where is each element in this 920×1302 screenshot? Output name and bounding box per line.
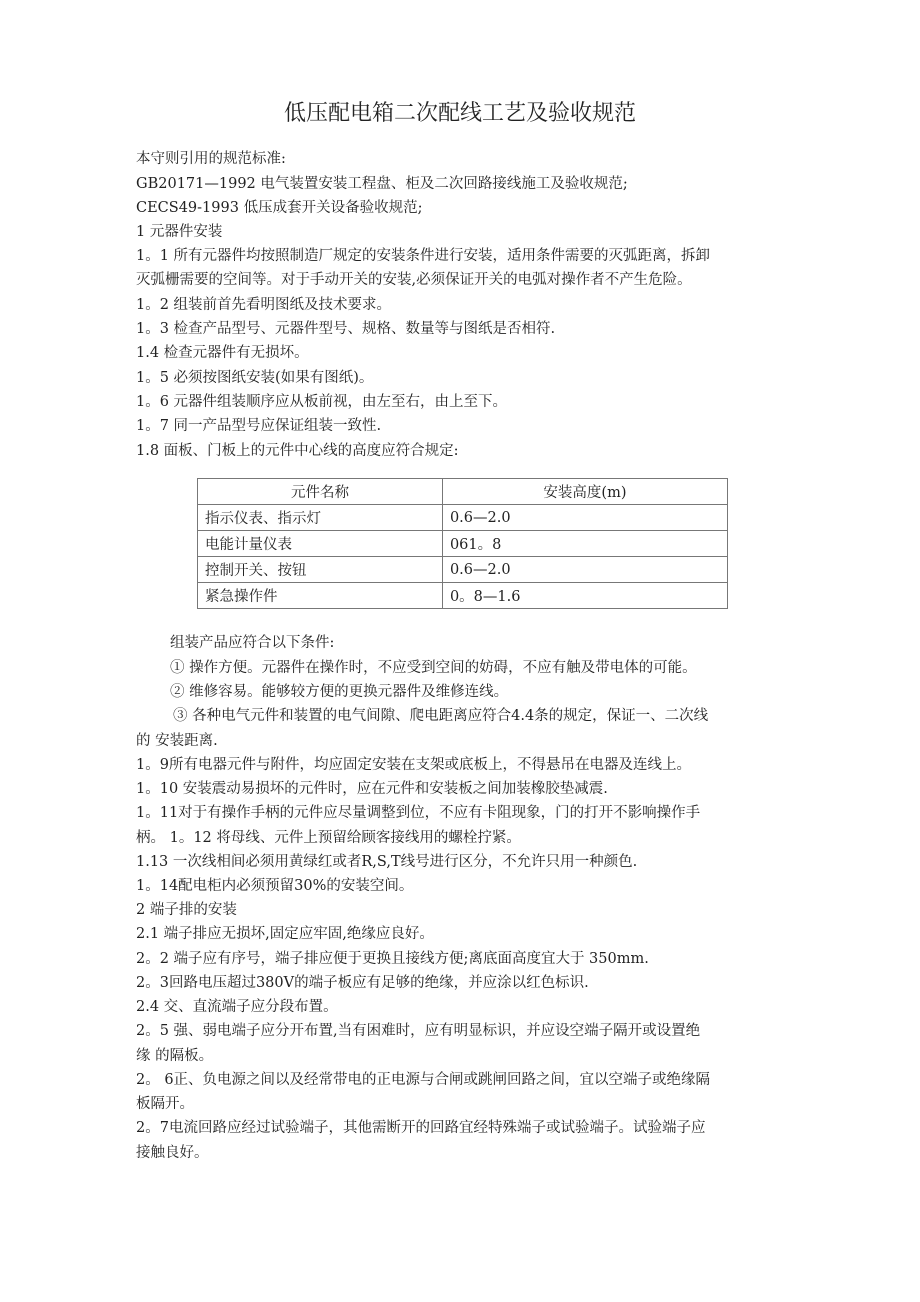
text-line-1-8: 1.8 面板、门板上的元件中心线的高度应符合规定: [136, 443, 459, 459]
table-cell-height: 0。8—1.6 [442, 583, 727, 609]
text-line-2-2: 2。2 端子应有序号，端子排应便于更换且接线方便;离底面高度宜大于 350mm. [136, 951, 649, 967]
document-title: 低压配电箱二次配线工艺及验收规范 [283, 101, 636, 126]
table-cell-height: 061。8 [442, 531, 727, 557]
text-line-1-6: 1。6 元器件组装顺序应从板前视，由左至右，由上至下。 [136, 394, 508, 410]
text-line-2-1: 2.1 端子排应无损坏,固定应牢固,绝缘应良好。 [136, 926, 434, 942]
mounting-height-table-wrap [197, 478, 728, 609]
condition-item-3-continuation: 的 安装距离. [136, 733, 218, 749]
text-line-2-7-b: 接触良好。 [136, 1145, 209, 1161]
table-header-component-name: 元件名称 [198, 479, 443, 505]
table-cell-height: 0.6—2.0 [442, 505, 727, 531]
text-line-1-10: 1。10 安装震动易损坏的元件时，应在元件和安装板之间加装橡胶垫减震. [136, 781, 608, 797]
table-row [198, 531, 728, 557]
text-line-standards-intro: 本守则引用的规范标准: [136, 151, 286, 167]
table-row [198, 557, 728, 583]
text-line-standard-gb: GB20171—1992 电气装置安装工程盘、柜及二次回路接线施工及验收规范; [136, 176, 628, 192]
condition-item-2: ② 维修容易。能够较方便的更换元器件及维修连线。 [170, 684, 509, 700]
conditions-intro: 组装产品应符合以下条件: [170, 635, 335, 651]
text-line-1-1-b: 灭弧栅需要的空间等。对于手动开关的安装,必须保证开关的电弧对操作者不产生危险。 [136, 272, 692, 288]
table-row [198, 583, 728, 609]
text-line-1-3: 1。3 检查产品型号、元器件型号、规格、数量等与图纸是否相符. [136, 321, 556, 337]
text-line-1-7: 1。7 同一产品型号应保证组装一致性. [136, 418, 382, 434]
text-line-1-5: 1。5 必须按图纸安装(如果有图纸)。 [136, 370, 374, 386]
text-line-1-9: 1。9所有电器元件与附件，均应固定安装在支架或底板上，不得悬吊在电器及连线上。 [136, 757, 691, 773]
text-line-standard-cecs: CECS49-1993 低压成套开关设备验收规范; [136, 200, 423, 216]
text-line-2-6-b: 板隔开。 [136, 1096, 194, 1112]
text-line-1-14: 1。14配电柜内必须预留30%的安装空间。 [136, 878, 414, 894]
text-line-2-7-a: 2。7电流回路应经过试验端子，其他需断开的回路宜经特殊端子或试验端子。试验端子应 [136, 1120, 706, 1136]
condition-item-1: ① 操作方便。元器件在操作时，不应受到空间的妨碍，不应有触及带电体的可能。 [170, 660, 697, 676]
section-heading-1: 1 元器件安装 [136, 224, 223, 240]
text-line-2-5-b: 缘 的隔板。 [136, 1048, 214, 1064]
text-line-1-4: 1.4 检查元器件有无损坏。 [136, 345, 309, 361]
text-line-1-2: 1。2 组装前首先看明图纸及技术要求。 [136, 297, 392, 313]
text-line-2-6-a: 2。 6正、负电源之间以及经常带电的正电源与合闸或跳闸回路之间，宜以空端子或绝缘隔 [136, 1072, 711, 1088]
table-header-mounting-height: 安装高度(m) [442, 479, 727, 505]
text-line-2-3: 2。3回路电压超过380V的端子板应有足够的绝缘，并应涂以红色标识. [136, 975, 589, 991]
text-line-1-1-a: 1。1 所有元器件均按照制造厂规定的安装条件进行安装，适用条件需要的灭弧距离，拆卸 [136, 248, 711, 264]
table-cell-name: 控制开关、按钮 [198, 557, 443, 583]
mounting-height-table [197, 478, 728, 609]
table-cell-name: 紧急操作件 [198, 583, 443, 609]
table-header-row [198, 479, 728, 505]
text-line-1-11-b-1-12: 柄。 1。12 将母线、元件上预留给顾客接线用的螺栓拧紧。 [136, 830, 521, 846]
text-line-1-13: 1.13 一次线相间必须用黄绿红或者R,S,T线号进行区分，不允许只用一种颜色. [136, 854, 638, 870]
text-line-1-11-a: 1。11对于有操作手柄的元件应尽量调整到位，不应有卡阻现象，门的打开不影响操作手 [136, 805, 701, 821]
table-cell-name: 指示仪表、指示灯 [198, 505, 443, 531]
table-cell-name: 电能计量仪表 [198, 531, 443, 557]
table-cell-height: 0.6—2.0 [442, 557, 727, 583]
condition-item-3: ③ 各种电气元件和装置的电气间隙、爬电距离应符合4.4条的规定，保证一、二次线 [173, 708, 709, 724]
section-heading-2: 2 端子排的安装 [136, 902, 237, 918]
text-line-2-4: 2.4 交、直流端子应分段布置。 [136, 999, 338, 1015]
table-row [198, 505, 728, 531]
text-line-2-5-a: 2。5 强、弱电端子应分开布置,当有困难时，应有明显标识，并应设空端子隔开或设置绝 [136, 1023, 701, 1039]
